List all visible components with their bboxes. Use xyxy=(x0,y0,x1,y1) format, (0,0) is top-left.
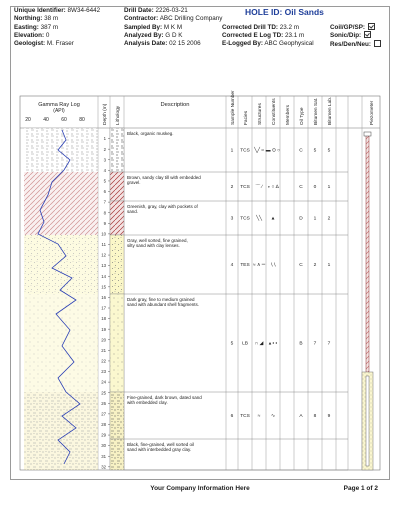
constituents-value: ∘ ○ ∆ xyxy=(267,185,279,190)
drill-date-label: Drill Date: xyxy=(124,7,154,14)
structures-value: ≈ ∧ ═ xyxy=(252,263,266,268)
bitumen-lab-value: 5 xyxy=(327,148,331,154)
geologist-label: Geologist: xyxy=(14,40,46,48)
constituents-value: ▴ ▪ ▪ xyxy=(268,341,278,347)
structures-value: ∩ ◢ xyxy=(254,341,264,347)
gamma-tick-label: 20 xyxy=(25,117,31,123)
unique-id-label: Unique Identifier: xyxy=(14,7,66,14)
easting-label: Easting: xyxy=(14,23,39,31)
description-header: Description xyxy=(160,102,190,108)
sample-number-value: 4 xyxy=(230,263,234,268)
bitumen-lab-value: 2 xyxy=(327,216,331,222)
oil-type-header: Oil Type xyxy=(299,107,305,125)
depth-header: Depth (m) xyxy=(102,103,108,125)
sample-number-header: Sample Number xyxy=(230,90,236,125)
bitumen-lab-value: 1 xyxy=(327,185,331,190)
depth-tick-label: 6 xyxy=(103,189,106,195)
gamma-tick-label: 40 xyxy=(43,117,49,123)
piezometer-track xyxy=(362,132,373,470)
oil-type-value: A xyxy=(299,414,303,419)
contractor-value: ABC Drilling Company xyxy=(159,15,223,23)
gamma-lithology-fill xyxy=(24,439,98,470)
oil-type-value: B xyxy=(299,341,303,347)
gamma-title: Gamma Ray Log xyxy=(38,102,80,108)
depth-tick-label: 4 xyxy=(103,167,106,173)
flag-res: Res/Den/Neu: xyxy=(330,41,381,49)
unique-id-value: 8W34-6442 xyxy=(67,7,101,14)
depth-tick-label: 13 xyxy=(101,263,106,269)
depth-tick-label: 2 xyxy=(103,146,106,152)
depth-tick-label: 29 xyxy=(101,432,106,438)
depth-tick-label: 11 xyxy=(101,242,106,248)
corrected-elog-td-value: 23.1 m xyxy=(284,31,305,39)
gamma-ray-track xyxy=(24,128,98,470)
gamma-lithology-fill xyxy=(24,172,98,201)
oil-type-value: C xyxy=(299,148,303,154)
depth-tick-label: 21 xyxy=(101,347,106,353)
gamma-unit: (API) xyxy=(53,108,65,114)
oil-type-value: D xyxy=(299,216,303,222)
depth-tick-label: 16 xyxy=(101,295,106,301)
interval-description: Black, organic muskeg. xyxy=(127,131,174,136)
depth-tick-label: 31 xyxy=(101,453,106,459)
depth-tick-label: 1 xyxy=(103,136,106,142)
interval-description: Dark gray, fine to medium grained sand with abundant shell fragments. xyxy=(127,297,200,308)
structures-value: ⌒ ∕ xyxy=(255,185,263,190)
gamma-lithology-fill xyxy=(24,235,98,294)
gamma-lithology-fill xyxy=(24,392,98,439)
gamma-tick-label: 80 xyxy=(79,117,85,123)
elogged-by-label: E-Logged By: xyxy=(222,40,263,48)
facies-header: Facies xyxy=(243,110,249,125)
depth-tick-label: 12 xyxy=(101,252,106,258)
depth-tick-label: 20 xyxy=(101,337,106,343)
flag-sonic: Sonic/Dip: xyxy=(330,32,381,40)
depth-tick-label: 32 xyxy=(101,464,106,470)
depth-tick-label: 22 xyxy=(101,358,106,364)
lithology-header: Lithology xyxy=(115,105,121,125)
constituents-value: ∖∖ xyxy=(269,263,277,268)
depth-tick-label: 27 xyxy=(101,411,106,417)
depth-tick-label: 25 xyxy=(101,390,106,396)
gamma-tick-label: 60 xyxy=(61,117,67,123)
constituents-value: ▲ xyxy=(270,216,276,222)
analysis-date-value: 02 15 2006 xyxy=(169,40,201,48)
bitumen-lab-value: 9 xyxy=(327,414,331,419)
interval-description: Fine-grained, dark brown, dated sand with embedded clay. xyxy=(127,395,202,406)
depth-tick-label: 10 xyxy=(101,231,106,237)
analyzed-by-label: Analyzed By: xyxy=(124,31,164,39)
depth-tick-label: 18 xyxy=(101,316,106,322)
corrected-drill-td-value: 23.2 m xyxy=(279,23,299,31)
column-headers xyxy=(25,90,375,125)
sample-number-value: 1 xyxy=(230,148,234,154)
contractor-label: Contractor: xyxy=(124,15,159,23)
analysis-date-label: Analysis Date: xyxy=(124,40,168,48)
depth-tick-label: 15 xyxy=(101,284,106,290)
lithology-track xyxy=(110,128,124,470)
corrected-drill-td-label: Corrected Drill TD: xyxy=(222,23,278,31)
lithology-unit xyxy=(110,201,124,235)
sampled-by-label: Sampled By: xyxy=(124,23,163,31)
depth-tick-label: 14 xyxy=(101,273,106,279)
easting-value: 387 m xyxy=(40,23,59,31)
depth-tick-label: 28 xyxy=(101,422,106,428)
northing-value: 38 m xyxy=(44,15,59,23)
depth-tick-label: 19 xyxy=(101,326,106,332)
depth-tick-label: 5 xyxy=(103,178,106,184)
lithology-unit xyxy=(110,172,124,201)
bitumen-sat-value: 7 xyxy=(313,341,317,347)
facies-value: LB xyxy=(242,341,248,347)
bitumen-sat-value: 1 xyxy=(313,216,317,222)
constituents-value: ▬ ⊙ ○ xyxy=(265,148,281,154)
bitumen-sat-value: 0 xyxy=(313,185,317,190)
sample-number-value: 6 xyxy=(230,414,234,419)
structures-value: ╲╲ xyxy=(256,216,262,222)
lithology-unit xyxy=(110,439,124,470)
piezometer-screen xyxy=(366,376,369,466)
facies-value: TCS xyxy=(240,185,250,190)
members-header: Members xyxy=(285,105,291,125)
lithology-unit xyxy=(110,128,124,172)
oil-type-value: C xyxy=(299,185,303,190)
lithology-unit xyxy=(110,392,124,439)
gamma-lithology-fill xyxy=(24,128,98,172)
structures-value: ≈ xyxy=(257,414,261,419)
facies-value: TCS xyxy=(240,216,250,222)
gamma-lithology-fill xyxy=(24,201,98,235)
interval-rows xyxy=(124,131,348,470)
sampled-by-value: M K M xyxy=(163,23,183,31)
bitumen-sat-header: Bitumen Sat. xyxy=(313,97,319,125)
interval-row xyxy=(124,442,348,470)
hole-title: HOLE ID: Oil Sands xyxy=(245,7,324,17)
drill-date-value: 2226-03-21 xyxy=(155,7,188,14)
depth-tick-label: 17 xyxy=(101,305,106,311)
interval-row xyxy=(124,297,348,392)
piezometer-casing xyxy=(366,134,369,372)
company-info: Your Company Information Here xyxy=(150,485,250,492)
sample-number-value: 5 xyxy=(230,341,234,347)
facies-value: TCS xyxy=(240,148,250,154)
interval-row xyxy=(124,238,348,294)
bitumen-lab-value: 7 xyxy=(327,341,331,347)
depth-tick-label: 26 xyxy=(101,400,106,406)
depth-tick-label: 30 xyxy=(101,443,106,449)
bitumen-lab-value: 1 xyxy=(327,263,331,268)
interval-row xyxy=(124,395,348,439)
depth-tick-label: 9 xyxy=(103,220,106,226)
northing-label: Northing: xyxy=(14,15,43,23)
elevation-value: 0 xyxy=(45,31,50,39)
constituents-header: Constituents xyxy=(271,98,277,125)
oil-type-value: C xyxy=(299,263,303,268)
depth-tick-label: 24 xyxy=(101,379,106,385)
bitumen-sat-value: 2 xyxy=(313,263,317,268)
bitumen-sat-value: 5 xyxy=(313,148,317,154)
geologist-value: M. Fraser xyxy=(46,40,74,48)
piezometer-header: Piezometer xyxy=(369,100,375,125)
interval-description: Black, fine-grained, well sorted oil sand with interbedded gray clay. xyxy=(127,442,195,453)
depth-tick-label: 3 xyxy=(103,157,106,163)
depth-tick-label: 8 xyxy=(103,210,106,216)
interval-description: Gray, well sorted, fine grained, silty sand with clay lenses. xyxy=(127,238,188,249)
piezometer-cap xyxy=(364,132,371,136)
lithology-unit xyxy=(110,294,124,392)
sample-number-value: 2 xyxy=(230,185,234,190)
elogged-by-value: ABC Geophysical xyxy=(264,40,314,48)
flag-coil: Coil/GP/SP: xyxy=(330,24,381,32)
structures-value: ╲╱ ≈ xyxy=(254,148,264,154)
interval-row xyxy=(124,131,348,172)
bitumen-sat-value: 8 xyxy=(313,414,317,419)
facies-value: TCS xyxy=(240,414,250,419)
corrected-elog-td-label: Corrected E Log TD: xyxy=(222,31,284,39)
sample-number-value: 3 xyxy=(230,216,234,222)
facies-value: TES xyxy=(240,263,250,268)
depth-track xyxy=(101,136,110,469)
depth-tick-label: 7 xyxy=(103,199,106,205)
gamma-lithology-fill xyxy=(24,294,98,392)
bitumen-lab-header: Bitumen Lab. xyxy=(327,96,333,125)
page-number: Page 1 of 2 xyxy=(343,485,378,492)
structures-header: Structures xyxy=(257,103,263,125)
interval-description: Greenish, gray, clay with pockets of sand. xyxy=(127,204,198,215)
analyzed-by-value: G D K xyxy=(165,31,183,39)
interval-description: Brown, sandy clay till with embedded gravel. xyxy=(127,175,201,186)
lithology-unit xyxy=(110,235,124,294)
depth-tick-label: 23 xyxy=(101,369,106,375)
elevation-label: Elevation: xyxy=(14,31,45,39)
constituents-value: ∿ xyxy=(270,414,276,419)
interval-row xyxy=(124,175,348,201)
interval-row xyxy=(124,204,348,235)
